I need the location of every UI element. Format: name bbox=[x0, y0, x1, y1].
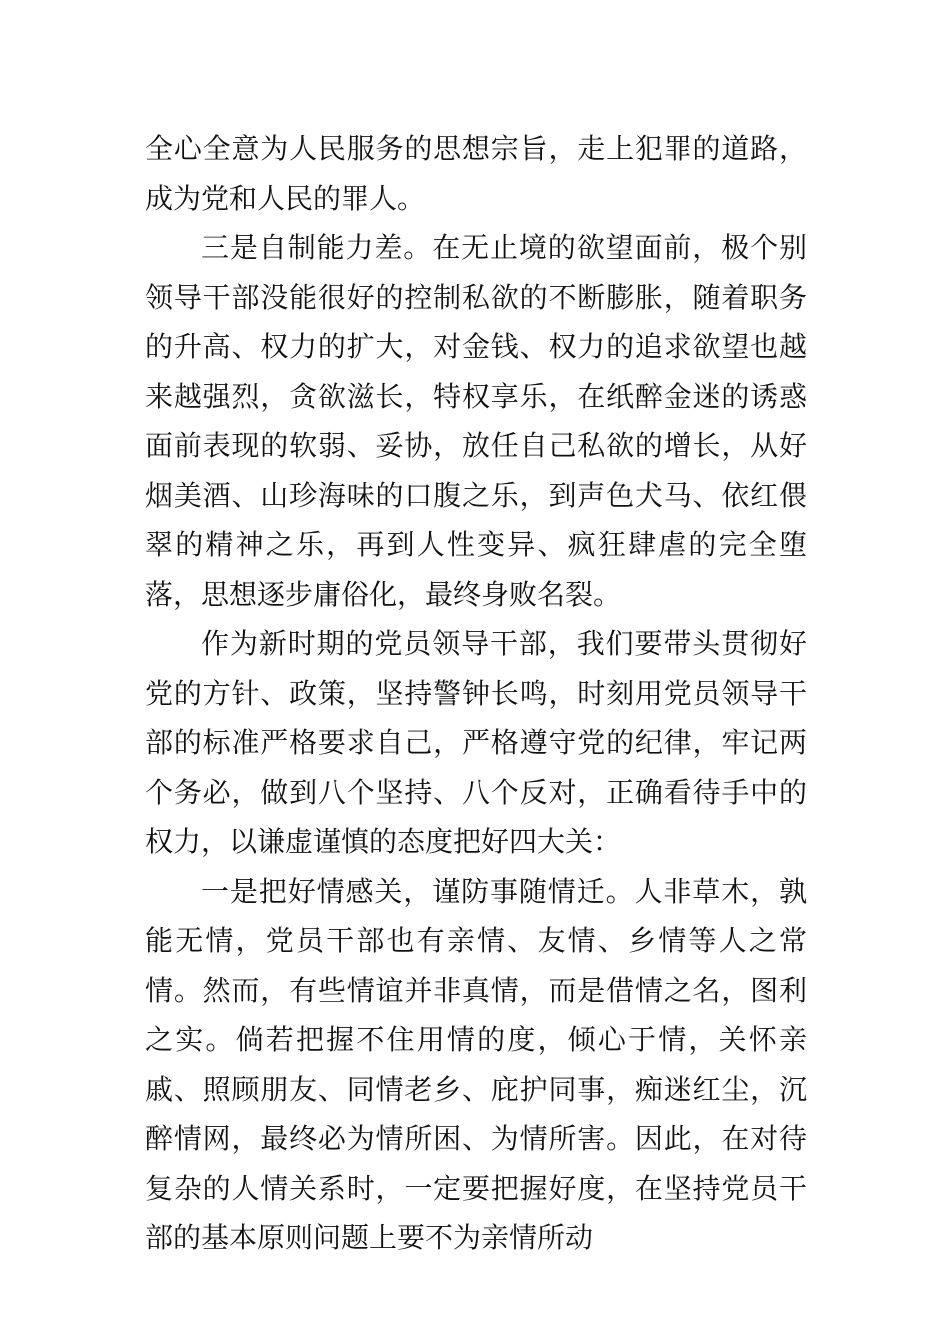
paragraph-3: 作为新时期的党员领导干部，我们要带头贯彻好党的方针、政策，坚持警钟长鸣，时刻用党员领导干部的标准严格要求自己，严格遵守党的纪律，牢记两个务必，做到八个坚持、八个反对，正确看待手中的权力，以谦虚谨慎的态度把好四大关： bbox=[145, 627, 807, 858]
document-page bbox=[145, 124, 807, 1263]
paragraph-4: 一是把好情感关，谨防事随情迁。人非草木，孰能无情，党员干部也有亲情、友情、乡情等人之常情。然而，有些情谊并非真情，而是借情之名，图利之实。倘若把握不住用情的度，倾心于情，关怀亲戚、照顾朋友、同情老乡、庇护同事，痴迷红尘，沉醉情网，最终必为情所困、为情所害。因此，在对待复杂的人情关系时，一定要把握好度，在坚持党员干部的基本原则问题上要不为亲情所动 bbox=[145, 874, 807, 1254]
paragraph-1: 全心全意为人民服务的思想宗旨，走上犯罪的道路，成为党和人民的罪人。 bbox=[145, 132, 807, 215]
paragraph-2: 三是自制能力差。在无止境的欲望面前，极个别领导干部没能很好的控制私欲的不断膨胀，随着职务的升高、权力的扩大，对金钱、权力的追求欲望也越来越强烈，贪欲滋长，特权享乐，在纸醉金迷的诱惑面前表现的软弱、妥协，放任自己私欲的增长，从好烟美酒、山珍海味的口腹之乐，到声色犬马、依红偎翠的精神之乐，再到人性变异、疯狂肆虐的完全堕落，思想逐步庸俗化，最终身败名裂。 bbox=[145, 231, 807, 611]
